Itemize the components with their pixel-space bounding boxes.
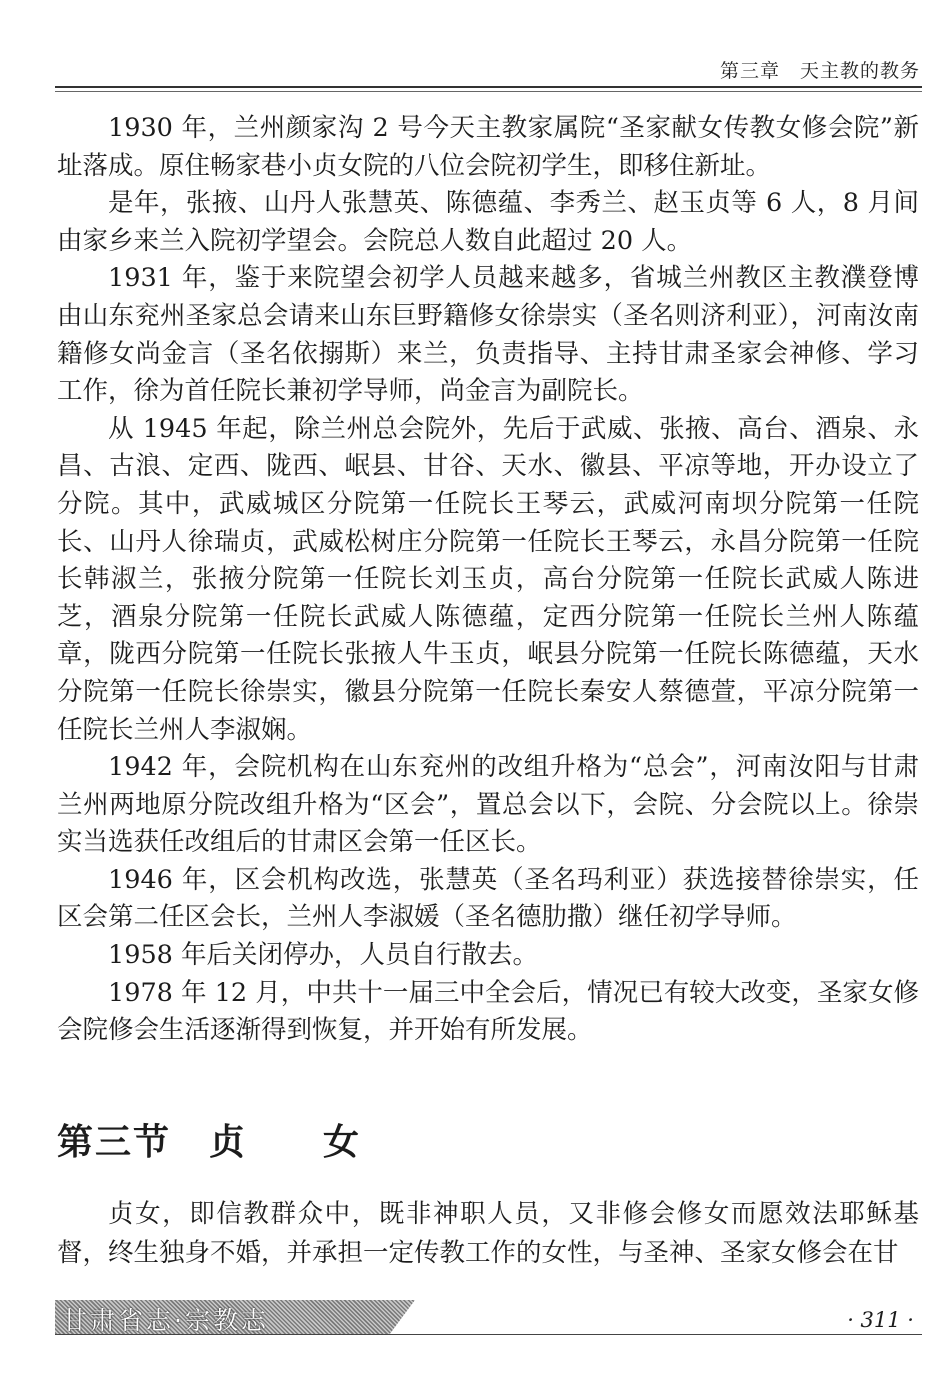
paragraph: 1958 年后关闭停办，人员自行散去。: [108, 940, 539, 971]
paragraph: 贞女，即信教群众中，既非神职人员，又非修会修女而愿效法耶稣基督，终生独身不婚，并承担一定传教工作的女性，与圣神、圣家女修会在甘: [57, 1199, 919, 1268]
body-text: [57, 110, 919, 1050]
paragraph: 从 1945 年起，除兰州总会院外，先后于武威、张掖、高台、酒泉、永昌、古浪、定西、陇西、岷县、甘谷、天水、徽县、平凉等地，开办设立了分院。其中，武威城区分院第一任院长王琴云，武威河南坝分院第一任院长、山丹人徐瑞贞，武威松树庄分院第一任院长王琴云，永昌分院第一任院长韩淑兰，张掖分院第一任院长刘玉贞，高台分院第一任院长武威人陈进芝，酒泉分院第一任院长武威人陈德蕴，定西分院第一任院长兰州人陈蕴章，陇西分院第一任院长张掖人牛玉贞，岷县分院第一任院长陈德蕴，天水分院第一任院长徐崇实，徽县分院第一任院长秦安人蔡德萱，平凉分院第一任院长兰州人李淑娴。: [57, 413, 919, 745]
footer-rule: [55, 1334, 922, 1335]
paragraph: 1978 年 12 月，中共十一届三中全会后，情况已有较大改变，圣家女修会院修会生活逐渐得到恢复，并开始有所发展。: [57, 977, 919, 1046]
header-rule-thin: [55, 91, 922, 92]
paragraph: 是年，张掖、山丹人张慧英、陈德蕴、李秀兰、赵玉贞等 6 人，8 月间由家乡来兰入院初学望会。会院总人数自此超过 20 人。: [57, 188, 919, 256]
page-number: · 311 ·: [847, 1308, 914, 1332]
header-rule: [55, 86, 922, 88]
paragraph: 1930 年，兰州颜家沟 2 号今天主教家属院“圣家献女传教女修会院”新址落成。原住畅家巷小贞女院的八位会院初学生，即移住新址。: [57, 113, 919, 181]
running-header: 第三章 天主教的教务: [719, 60, 920, 82]
paragraph: 1946 年，区会机构改选，张慧英（圣名玛利亚）获选接替徐崇实，任区会第二任区会长，兰州人李淑媛（圣名德肋撒）继任初学导师。: [57, 864, 919, 933]
paragraph: 1931 年，鉴于来院望会初学人员越来越多，省城兰州教区主教濮登博由山东兖州圣家总会请来山东巨野籍修女徐崇实（圣名则济利亚），河南汝南籍修女尚金言（圣名依搦斯）来兰，负责指导、主持甘肃圣家会神修、学习工作，徐为首任院长兼初学导师，尚金言为副院长。: [57, 263, 919, 407]
section-body: [57, 1195, 919, 1273]
footer-book-title: 甘肃省志·宗教志: [62, 1306, 269, 1335]
section-heading: 第三节 贞 女: [57, 1122, 362, 1163]
paragraph: 1942 年，会院机构在山东兖州的改组升格为“总会”，河南汝阳与甘肃兰州两地原分院改组升格为“区会”，置总会以下，会院、分会院以上。徐崇实当选获任改组后的甘肃区会第一任区长。: [57, 752, 919, 858]
